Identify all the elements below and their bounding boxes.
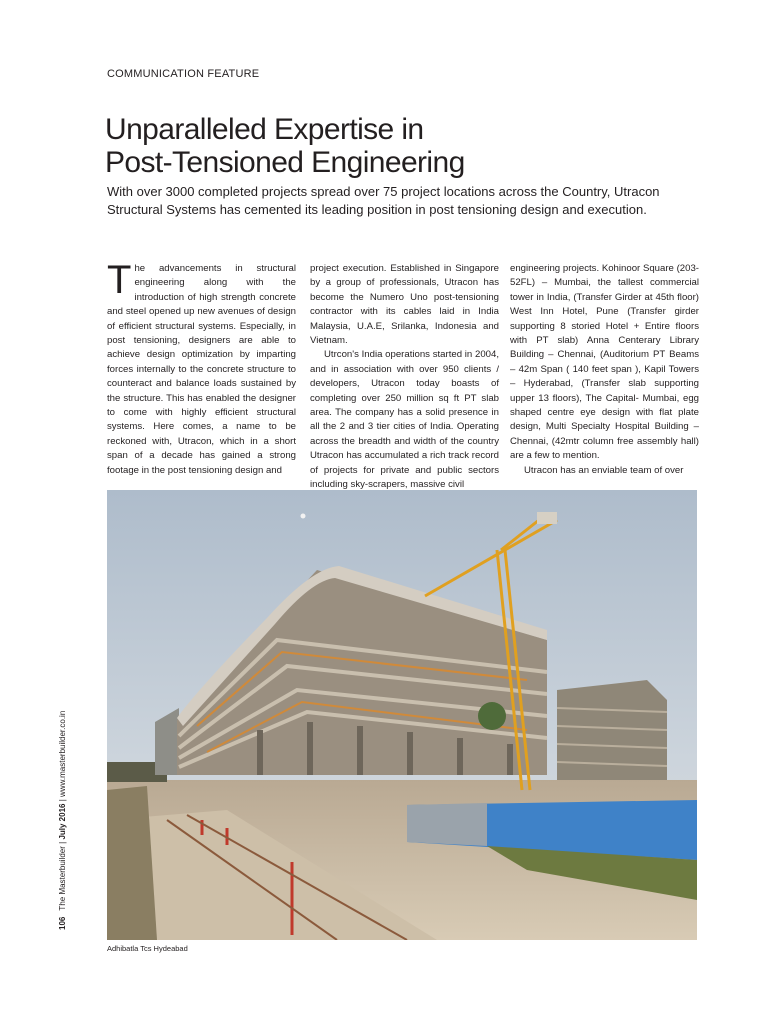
body-column-3-para-1: engineering projects. Kohinoor Square (203-52FL) – Mumbai, the tallest commercial tower in India, (Transfer Girder at 45th floor) West Inn Hotel, Pune (Transfer girder supporting 8 storied Hotel + Entire floors with PT slab) Anna Centerary Library Building – Chennai, (Auditorium PT Beams – 42m Span ( 140 feet span ), Kapil Towers – Hyderabad, (Transfer slab supporting upper 13 floors), The Capital- Mumbai, egg shaped centre eye design with flat plate design, Multi Specialty Hospital Building – Chennai, (42mtr column free assembly hall) are a few to mention. — [510, 263, 699, 462]
article-headline — [105, 113, 705, 179]
article-standfirst: With over 3000 completed projects spread over 75 project locations across the Country, Utracon Structural Systems has cemented its leading position in post tensioning design and execution. — [107, 184, 660, 217]
construction-site-photo — [107, 490, 697, 940]
construction-site-illustration — [107, 490, 697, 940]
body-column-1-text: he advancements in structural engineering along with the introduction of high strength concrete and steel opened up new avenues of design of efficient structural systems. Especially, in post tensioning, designers are able to achieve design optimization by imparting forces internally to the concrete structure to counteract and balance loads sustained by the structure. This has enabled the designer to come with highly efficient structural systems. Here comes, a name to be reckoned with, Utracon, which in a short span of a decade has gained a strong footage in the post tensioning design and — [107, 263, 296, 476]
photo-caption: Adhibatla Tcs Hydeabad — [107, 944, 188, 953]
issue-date: July 2016 — [58, 803, 67, 840]
drop-cap: T — [107, 258, 132, 302]
body-column-2 — [310, 262, 499, 493]
body-column-2-para-2: Utrcon's India operations started in 2004, and in association with over 950 clients / developers, Utracon today boasts of completing over 250 million sq ft PT slab area. The company has a solid presence in all the 2 and 3 tier cities of India. Operating across the breadth and width of the country Utracon has accumulated a rich track record of projects for private and public sectors including sky-scrapers, massive civil — [310, 349, 499, 491]
magazine-url: | www.masterbuilder.co.in — [58, 710, 67, 802]
body-column-2-para-1: project execution. Established in Singapore by a group of professionals, Utracon has become the Numero Uno post-tensioning contractor with its cables laid in India Malaysia, U.A.E, Srilanka, Indonesia and Vietnam. — [310, 263, 499, 347]
magazine-name: The Masterbuilder | — [58, 841, 67, 911]
page-footer-vertical — [56, 670, 70, 930]
body-column-1 — [107, 258, 296, 478]
body-column-3 — [510, 262, 699, 478]
headline-line-1: Unparalleled Expertise in — [105, 113, 424, 146]
page-number: 106 — [58, 916, 67, 930]
body-column-3-para-2: Utracon has an enviable team of over — [524, 464, 684, 476]
section-kicker: COMMUNICATION FEATURE — [107, 68, 260, 80]
headline-line-2: Post-Tensioned Engineering — [105, 146, 465, 179]
